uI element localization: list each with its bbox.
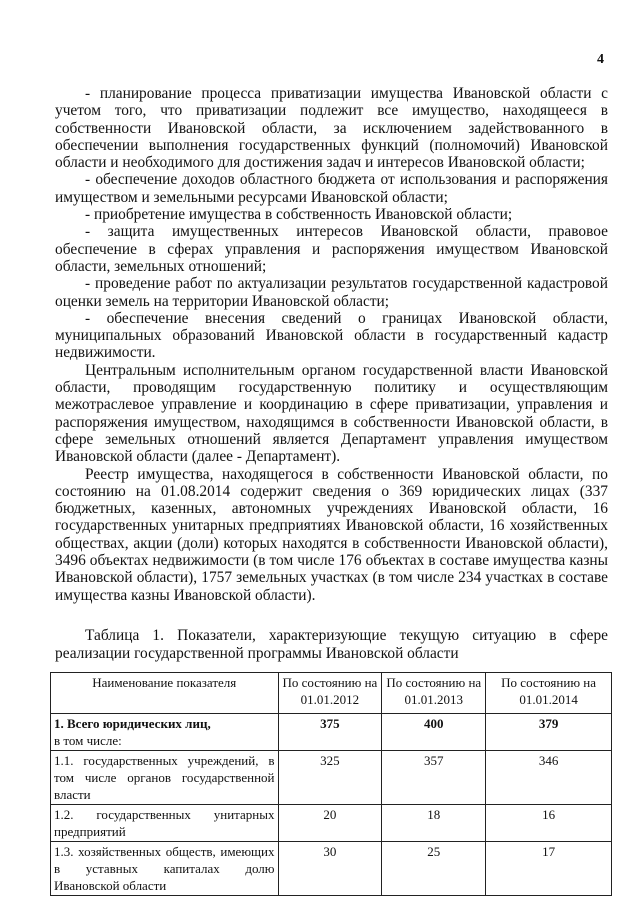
indicator-title: 1. Всего юридических лиц, [54, 716, 211, 731]
value-cell: 25 [382, 842, 486, 896]
column-header: По состоянию на 01.01.2013 [382, 673, 486, 714]
paragraph: - проведение работ по актуализации результатов государственной кадастровой оценки земель на территории Ивановской области; [55, 275, 608, 310]
indicator-name: 1.3. хозяйственных обществ, имеющих в уставных капиталах долю Ивановской области [51, 842, 279, 896]
indicators-table [50, 672, 612, 896]
value-cell: 357 [382, 751, 486, 805]
column-header: По состоянию на 01.01.2012 [278, 673, 382, 714]
table-row [51, 751, 612, 805]
indicator-name: 1.1. государственных учреждений, в том числе органов государственной власти [51, 751, 279, 805]
value-cell: 379 [486, 714, 612, 751]
paragraph: - защита имущественных интересов Ивановской области, правовое обеспечение в сферах управления и распоряжения имуществом Ивановской области, земельных отношений; [55, 223, 608, 275]
paragraph: Реестр имущества, находящегося в собственности Ивановской области, по состоянию на 01.08.2014 содержит сведения о 369 юридических лицах (337 бюджетных, казенных, автономных учреждениях Ивановской области, 16 государственных унитарных предприятиях Ивановской области, 16 хозяйственных обществах, акции (доли) которых находятся в собственности Ивановской области), 3496 объектах недвижимости (в том числе 176 объектах в составе имущества казны Ивановской области), 1757 земельных участках (в том числе 234 участках в составе имущества казны Ивановской области). [55, 465, 608, 604]
value-cell: 20 [278, 805, 382, 842]
value-cell: 17 [486, 842, 612, 896]
paragraph: Центральным исполнительным органом государственной власти Ивановской области, проводящим государственную политику и осуществляющим межотраслевое управление и координацию в сфере приватизации, управления и распоряжения имуществом, находящимся в собственности Ивановской области, в сфере земельных отношений является Департамент управления имуществом Ивановской области (далее - Департамент). [55, 361, 608, 466]
indicator-subtitle: в том числе: [54, 733, 122, 748]
column-header: Наименование показателя [51, 673, 279, 714]
value-cell: 18 [382, 805, 486, 842]
paragraph: - планирование процесса приватизации имущества Ивановской области с учетом того, что приватизации подлежит все имущество, находящееся в собственности Ивановской области, за исключением задействованного в обеспечении выполнения государственных функций (полномочий) Ивановской области и необходимого для достижения задач и интересов Ивановской области; [55, 85, 608, 172]
paragraph: - обеспечение доходов областного бюджета от использования и распоряжения имуществом и земельными ресурсами Ивановской области; [55, 171, 608, 206]
table-caption: Таблица 1. Показатели, характеризующие текущую ситуацию в сфере реализации государственной программы Ивановской области [55, 627, 608, 662]
value-cell: 400 [382, 714, 486, 751]
indicator-name [51, 714, 279, 751]
table-row [51, 842, 612, 896]
paragraph: - обеспечение внесения сведений о границах Ивановской области, муниципальных образований Ивановской области в государственный кадастр недвижимости. [55, 309, 608, 362]
table-row [51, 714, 612, 751]
value-cell: 346 [486, 751, 612, 805]
table-header-row [51, 673, 612, 714]
value-cell: 325 [278, 751, 382, 805]
value-cell: 16 [486, 805, 612, 842]
column-header: По состоянию на 01.01.2014 [486, 673, 612, 714]
value-cell: 30 [278, 842, 382, 896]
document-body [55, 85, 608, 604]
page-number: 4 [597, 52, 604, 67]
indicator-name: 1.2. государственных унитарных предприятий [51, 805, 279, 842]
value-cell: 375 [278, 714, 382, 751]
table-row [51, 805, 612, 842]
paragraph: - приобретение имущества в собственность Ивановской области; [85, 206, 513, 224]
